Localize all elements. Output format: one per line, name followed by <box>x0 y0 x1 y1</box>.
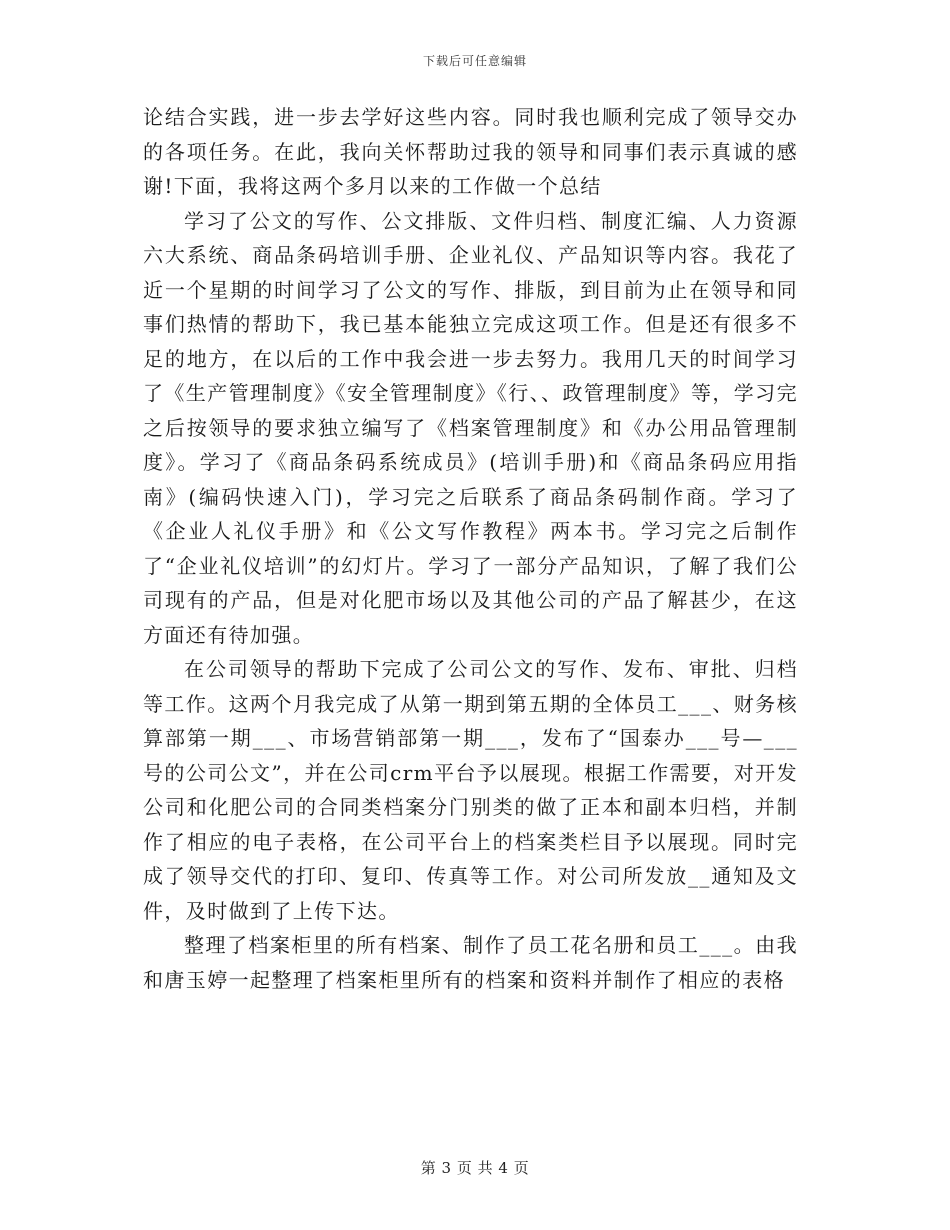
document-body <box>143 100 798 997</box>
paragraph-study: 学习了公文的写作、公文排版、文件归档、制度汇编、人力资源六大系统、商品条码培训手册、企业礼仪、产品知识等内容。我花了近一个星期的时间学习了公文的写作、排版，到目前为止在领导和同事们热情的帮助下，我已基本能独立完成这项工作。但是还有很多不足的地方，在以后的工作中我会进一步去努力。我用几天的时间学习了《生产管理制度》《安全管理制度》《行、、政管理制度》等，学习完之后按领导的要求独立编写了《档案管理制度》和《办公用品管理制度》。学习了《商品条码系统成员》(培训手册)和《商品条码应用指南》(编码快速入门)，学习完之后联系了商品条码制作商。学习了《企业人礼仪手册》和《公文写作教程》两本书。学习完之后制作了“企业礼仪培训”的幻灯片。学习了一部分产品知识，了解了我们公司现有的产品，但是对化肥市场以及其他公司的产品了解甚少，在这方面还有待加强。 <box>143 208 798 647</box>
page-header: 下载后可任意编辑 <box>422 54 527 68</box>
paragraph-documents: 在公司领导的帮助下完成了公司公文的写作、发布、审批、归档等工作。这两个月我完成了从第一期到第五期的全体员工___、财务核算部第一期___、市场营销部第一期___，发布了“国泰办___号—___号的公司公文”，并在公司crm平台予以展现。根据工作需要，对开发公司和化肥公司的合同类档案分门别类的做了正本和副本归档，并制作了相应的电子表格，在公司平台上的档案类栏目予以展现。同时完成了领导交代的打印、复印、传真等工作。对公司所发放__通知及文件，及时做到了上传下达。 <box>143 657 798 923</box>
paragraph-archives: 整理了档案柜里的所有档案、制作了员工花名册和员工___。由我和唐玉婷一起整理了档案柜里所有的档案和资料并制作了相应的表格 <box>143 933 798 992</box>
paragraph-continuation: 论结合实践，进一步去学好这些内容。同时我也顺利完成了领导交办的各项任务。在此，我向关怀帮助过我的领导和同事们表示真诚的感谢!下面，我将这两个多月以来的工作做一个总结 <box>143 105 798 198</box>
page-footer: 第 3 页 共 4 页 <box>420 1159 530 1177</box>
